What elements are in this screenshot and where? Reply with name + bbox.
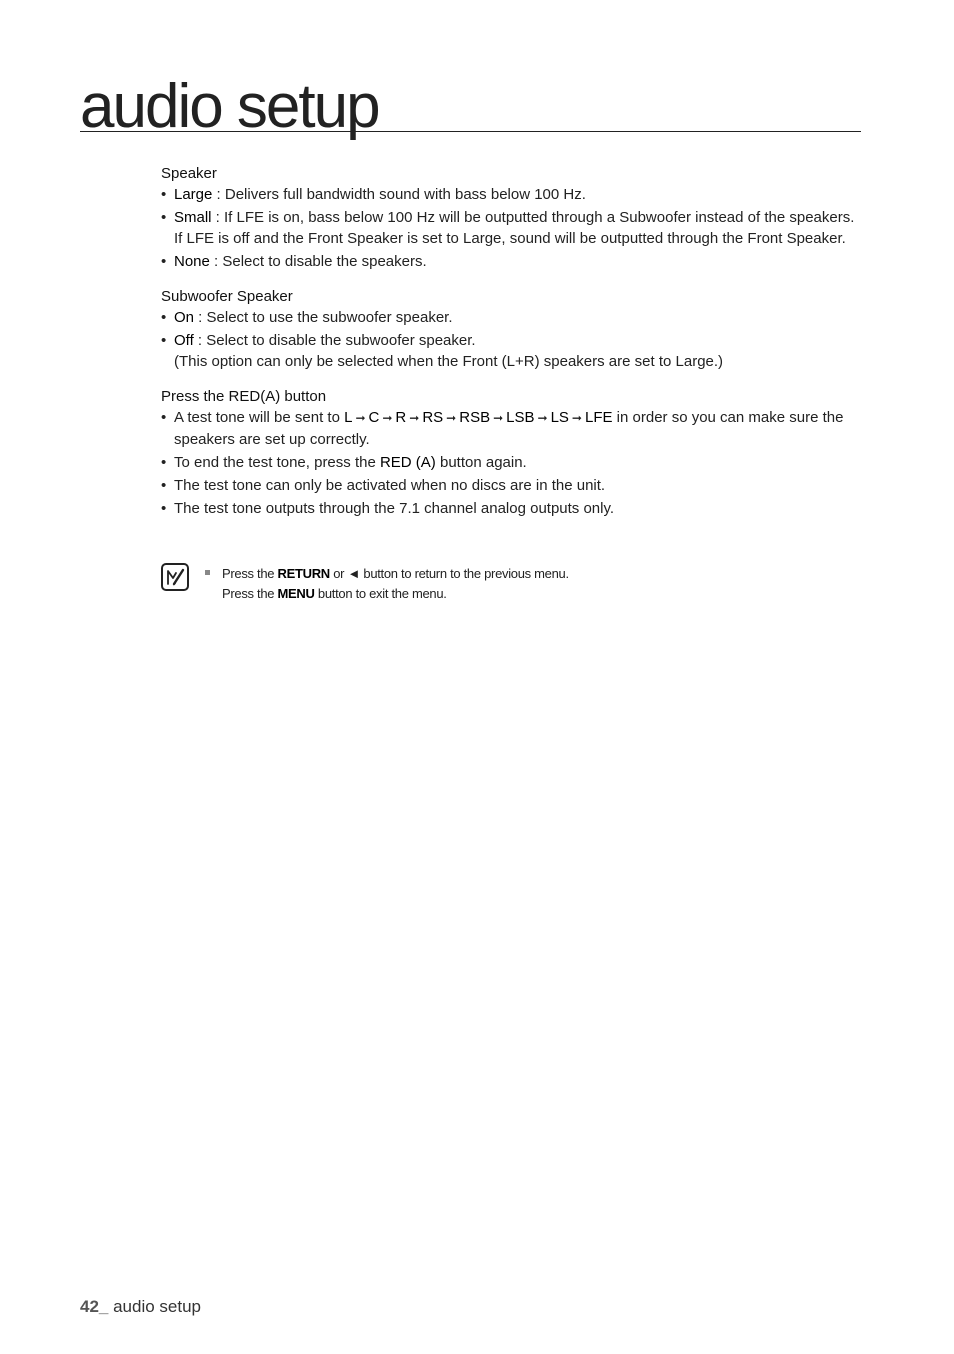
- term-small: Small: [174, 209, 212, 226]
- subwoofer-item-on: [161, 307, 861, 328]
- channel-lfe: LFE: [584, 409, 613, 426]
- subwoofer-list: [161, 307, 861, 372]
- note-line2-prefix: Press the: [222, 586, 278, 601]
- test-tone-suffix: in order so you can make sure the speakers are set up correctly.: [174, 409, 844, 448]
- left-arrow-icon: ◄: [347, 566, 361, 581]
- desc-small: : If LFE is on, bass below 100 Hz will be outputted through a Subwoofer instead of the speakers. If LFE is off and the Front Speaker is set to Large, sound will be outputted through the Front Speaker.: [174, 209, 855, 247]
- desc-large: : Delivers full bandwidth sound with bass below 100 Hz.: [212, 186, 586, 203]
- channel-rs: RS: [422, 409, 444, 426]
- off-note: (This option can only be selected when the Front (L+R) speakers are set to Large.): [174, 353, 724, 370]
- channel-sequence: [344, 409, 612, 426]
- channel-r: R: [395, 409, 407, 426]
- term-none: None: [174, 253, 210, 270]
- note-line1-prefix: Press the: [222, 566, 278, 581]
- return-term: RETURN: [277, 566, 330, 581]
- menu-term: MENU: [277, 586, 315, 601]
- arrow-right-icon: ➞: [493, 411, 504, 425]
- note-text: [222, 564, 569, 604]
- channel-c: C: [368, 409, 380, 426]
- speaker-section: [161, 163, 861, 272]
- page-title: audio setup: [80, 72, 379, 141]
- term-large: Large: [174, 186, 213, 203]
- desc-on: : Select to use the subwoofer speaker.: [194, 309, 453, 326]
- subwoofer-section: [161, 286, 861, 372]
- end-test-tone-item: [161, 452, 861, 473]
- channel-rsb: RSB: [459, 409, 491, 426]
- page-number: 42_: [80, 1297, 109, 1316]
- channel-lsb: LSB: [506, 409, 535, 426]
- note-pencil-icon: [161, 563, 189, 591]
- outputs-item: [161, 498, 861, 519]
- note-line-1: [222, 564, 569, 584]
- end-suffix: button again.: [435, 454, 527, 471]
- red-button-heading: Press the RED(A) button: [161, 388, 327, 405]
- arrow-right-icon: ➞: [382, 411, 393, 425]
- outputs-text: The test tone outputs through the 7.1 channel analog outputs only.: [174, 500, 615, 517]
- channel-ls: LS: [550, 409, 569, 426]
- arrow-right-icon: ➞: [537, 411, 548, 425]
- arrow-right-icon: ➞: [446, 411, 457, 425]
- content: [161, 163, 861, 533]
- arrow-right-icon: ➞: [409, 411, 420, 425]
- test-tone-sequence-item: [161, 407, 861, 450]
- red-button-list: [161, 407, 861, 519]
- red-button-section: [161, 386, 861, 519]
- note-bullet-square: [205, 570, 210, 575]
- subwoofer-heading: Subwoofer Speaker: [161, 288, 293, 305]
- activation-text: The test tone can only be activated when no discs are in the unit.: [174, 477, 606, 494]
- arrow-right-icon: ➞: [355, 411, 366, 425]
- term-off: Off: [174, 332, 194, 349]
- test-tone-prefix: A test tone will be sent to: [174, 409, 345, 426]
- arrow-right-icon: ➞: [571, 411, 582, 425]
- activation-item: [161, 475, 861, 496]
- note-line1-suffix: button to return to the previous menu.: [360, 566, 569, 581]
- note-line1-mid: or: [329, 566, 348, 581]
- page-title-bar: [80, 70, 861, 141]
- speaker-item-large: [161, 184, 861, 205]
- speaker-item-none: [161, 251, 861, 272]
- subwoofer-item-off: [161, 330, 861, 372]
- channel-l: L: [344, 409, 353, 426]
- footer-section: audio setup: [108, 1297, 202, 1316]
- note-line2-suffix: button to exit the menu.: [314, 586, 447, 601]
- term-on: On: [174, 309, 195, 326]
- speaker-list: [161, 184, 861, 272]
- red-a-term: RED (A): [379, 454, 436, 471]
- speaker-heading: Speaker: [161, 165, 217, 182]
- speaker-item-small: [161, 207, 861, 249]
- note-line-2: [222, 584, 569, 604]
- desc-none: : Select to disable the speakers.: [209, 253, 427, 270]
- page-footer: [80, 1296, 201, 1318]
- desc-off: : Select to disable the subwoofer speaker.: [193, 332, 476, 349]
- end-prefix: To end the test tone, press the: [174, 454, 380, 471]
